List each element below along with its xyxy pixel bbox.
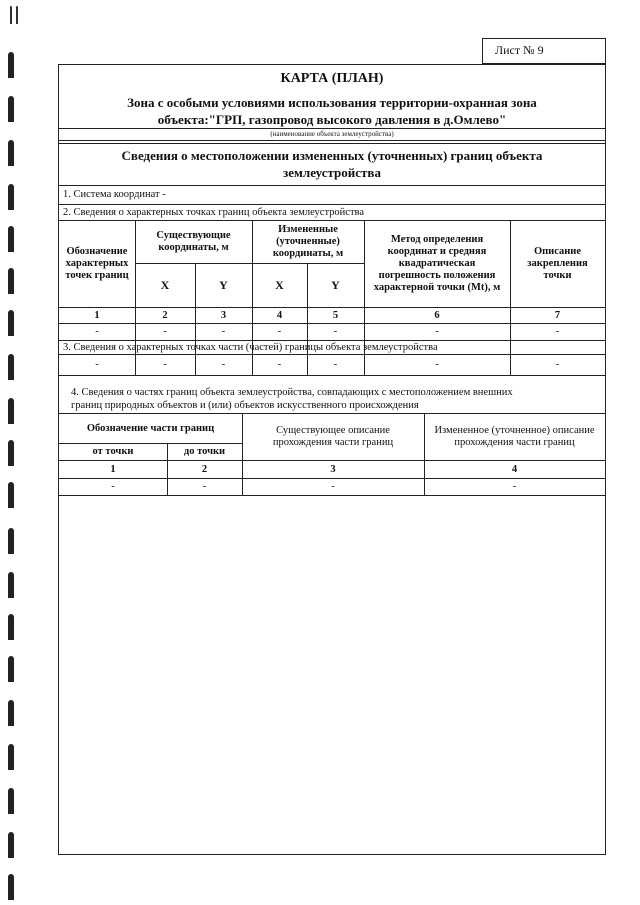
table-cell: - xyxy=(277,359,282,370)
object-caption: (наименование объекта землеустройства) xyxy=(270,130,394,138)
section-title-line-2: землеустройства xyxy=(283,165,381,180)
col-changed-coords: Измененные (уточненные) координаты, м xyxy=(272,224,344,259)
table-cell: - xyxy=(435,326,439,337)
section-2-label: 2. Сведения о характерных точках границ объекта землеустройства xyxy=(63,207,365,218)
section-4-label-line-2: границ природных объектов и (или) объектов искусственного происхождения xyxy=(71,400,419,411)
zone-line-1: Зона с особыми условиями использования территории-охранная зона xyxy=(127,95,537,110)
table-cell: - xyxy=(331,481,335,492)
sheet-number-label: Лист № 9 xyxy=(482,38,606,64)
table-cell: - xyxy=(333,326,338,337)
table-cell: - xyxy=(555,326,560,337)
col-part-designation: Обозначение части границ xyxy=(86,422,215,434)
table-cell: - xyxy=(221,326,226,337)
col-existing-coords: Существующие координаты, м xyxy=(156,230,231,253)
num-cell: 4 xyxy=(276,309,283,321)
num-cell: 3 xyxy=(330,463,336,475)
table-cell: - xyxy=(277,326,282,337)
table-cell: - xyxy=(333,359,338,370)
col-description: Описание закрепления точки xyxy=(527,246,588,281)
table-cell: - xyxy=(95,359,99,370)
num-cell: 1 xyxy=(94,309,100,321)
num-cell: 1 xyxy=(110,463,116,475)
col-method: Метод определения координат и средняя квадратическая погрешность положения характерной точки (Mt), м xyxy=(373,234,501,293)
table-cell: - xyxy=(111,481,115,492)
num-cell: 2 xyxy=(162,309,168,321)
table-cell: - xyxy=(555,359,560,370)
section-4-label-line-1: 4. Сведения о частях границ объекта землеустройства, совпадающих с местоположением внешних xyxy=(71,387,513,398)
num-cell: 2 xyxy=(201,463,208,475)
col-x-existing: X xyxy=(160,278,170,292)
col-y-existing: Y xyxy=(219,278,228,292)
zone-line-2: объекта:"ГРП, газопровод высокого давления в д.Омлево" xyxy=(157,112,507,127)
col-from-point: от точки xyxy=(92,446,134,457)
map-title: КАРТА (ПЛАН) xyxy=(280,71,384,86)
table-cell: - xyxy=(163,326,167,337)
num-cell: 4 xyxy=(511,463,518,475)
num-cell: 6 xyxy=(434,309,440,321)
num-cell: 7 xyxy=(554,309,561,321)
num-cell: 5 xyxy=(332,309,339,321)
section-3-label: 3. Сведения о характерных точках части (частей) границы объекта землеустройства xyxy=(63,342,438,353)
binding-strip xyxy=(8,0,22,905)
col-designation: Обозначение характерных точек границ xyxy=(65,246,129,281)
table-cell: - xyxy=(163,359,167,370)
table-cell: - xyxy=(512,481,517,492)
col-x-changed: X xyxy=(275,278,284,292)
document-frame xyxy=(58,64,606,855)
table-cell: - xyxy=(95,326,99,337)
section-1-coord-system: 1. Система координат - xyxy=(63,189,166,200)
num-cell: 3 xyxy=(220,309,227,321)
table-cell: - xyxy=(435,359,439,370)
col-to-point: до точки xyxy=(183,446,226,457)
col-existing-description: Существующее описание прохождения части границ xyxy=(272,425,394,448)
table-cell: - xyxy=(221,359,226,370)
col-changed-description: Измененное (уточненное) описание прохождения части границ xyxy=(434,425,595,448)
table-cell: - xyxy=(202,481,207,492)
col-y-changed: Y xyxy=(331,278,340,292)
section-title-line-1: Сведения о местоположении измененных (уточненных) границ объекта xyxy=(121,148,543,163)
